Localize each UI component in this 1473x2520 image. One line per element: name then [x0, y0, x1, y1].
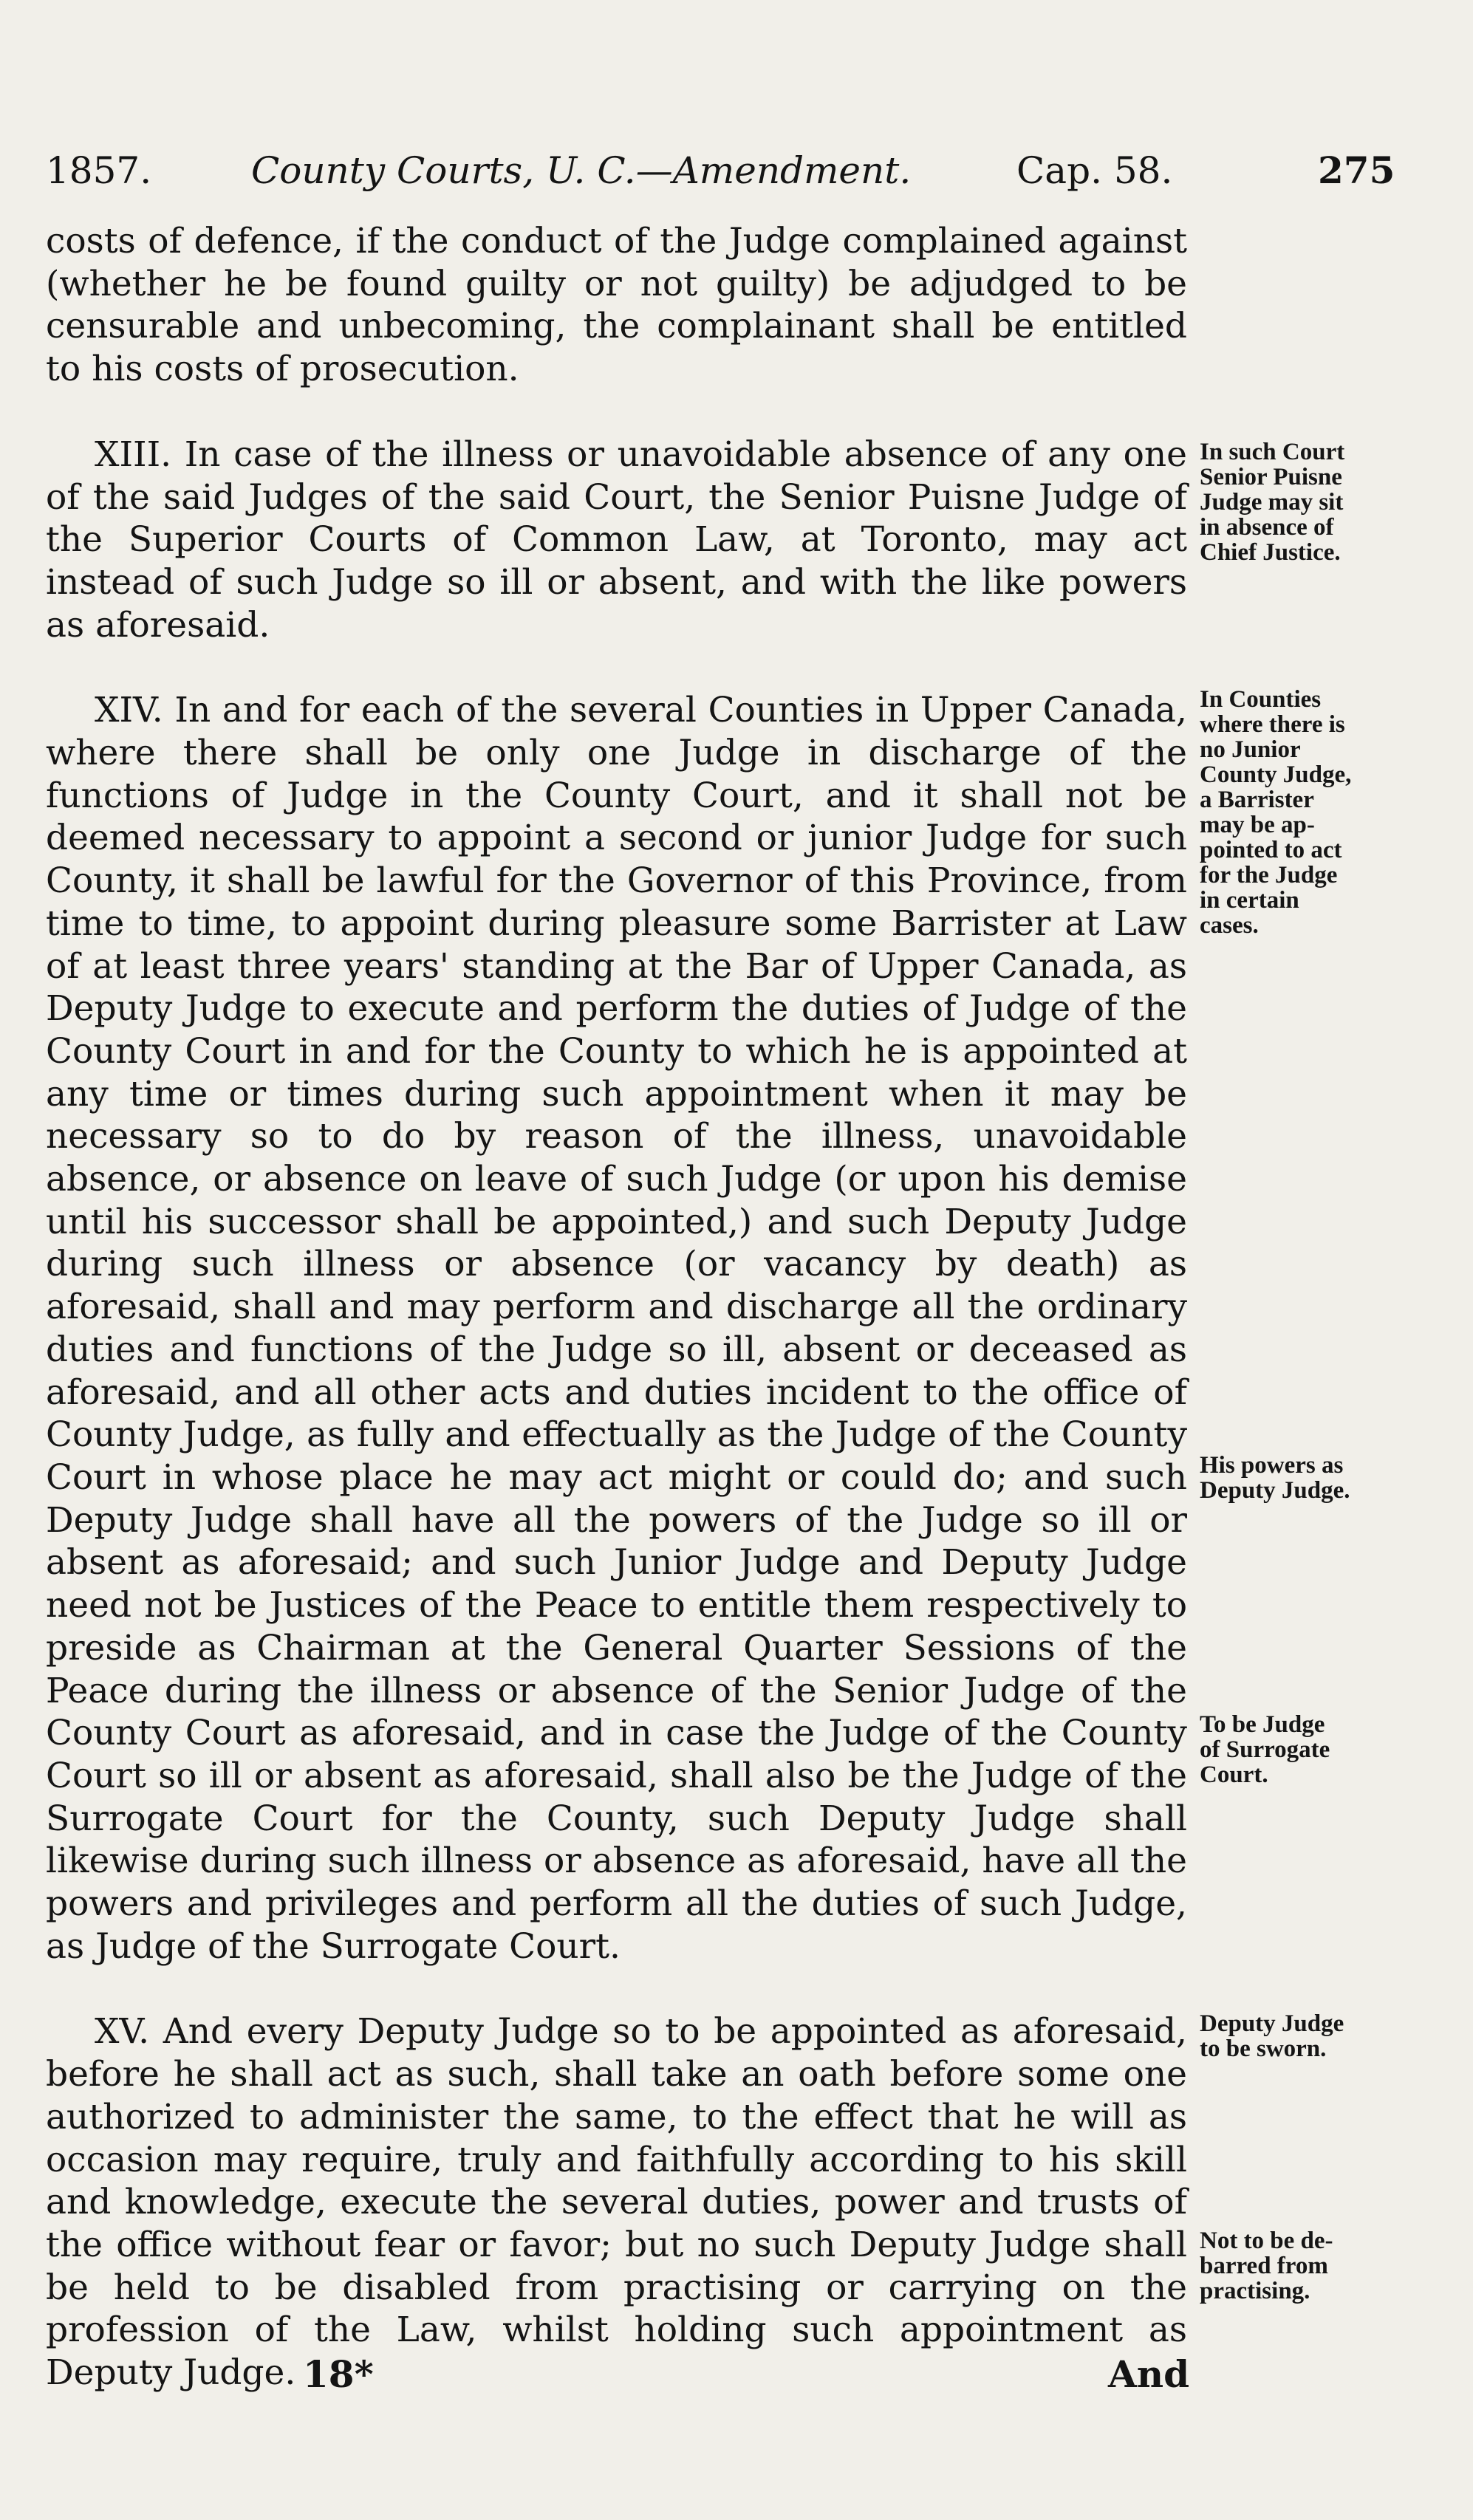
- marginal-line: To be Judge: [1200, 1711, 1325, 1738]
- marginal-note-barrister-appointment: [1200, 687, 1399, 938]
- marginal-note-deputy-powers: [1200, 1453, 1399, 1503]
- header-year: 1857.: [46, 149, 152, 192]
- marginal-line: Deputy Judge: [1200, 2010, 1344, 2037]
- header-chapter: Cap. 58.: [1016, 149, 1173, 192]
- marginal-line: Not to be de-: [1200, 2228, 1333, 2254]
- marginal-line: pointed to act: [1200, 837, 1342, 863]
- section-xiv: XIV. In and for each of the several Counties in Upper Canada, where there shall be only one Judge in discharge of the functions of Judge in the County Court, and it shall not be deemed necessary to appoint a second or junior Judge for such County, it shall be lawful for the Governor of this Province, from time to time, to appoint during pleasure some Barrister at Law of at least three years' standing at the Bar of Upper Canada, as Deputy Judge to execute and perform the duties of Judge of the County Court in and for the County to which he is appointed at any time or times during such appointment when it may be necessary so to do by reason of the illness, unavoidable absence, or absence on leave of such Judge (or upon his demise until his successor shall be appointed,) and such Deputy Judge during such illness or absence (or vacancy by death) as aforesaid, shall and may perform and discharge all the ordinary duties and functions of the Judge so ill, absent or deceased as aforesaid, and all other acts and duties incident to the office of County Judge, as fully and effectually as the Judge of the County Court in whose place he may act might or could do; and such Deputy Judge shall have all the powers of the Judge so ill or absent as aforesaid; and such Junior Judge and Deputy Judge need not be Justices of the Peace to entitle them respectively to preside as Chairman at the General Quarter Sessions of the Peace during the illness or absence of the Senior Judge of the County Court as aforesaid, and in case the Judge of the County Court so ill or absent as aforesaid, shall also be the Judge of the Surrogate Court for the County, such Deputy Judge shall likewise during such illness or absence as aforesaid, have all the powers and privileges and perform all the duties of such Judge, as Judge of the Surrogate Court.: [46, 690, 1187, 1967]
- marginal-line: where there is: [1200, 711, 1345, 738]
- marginal-line: His powers as: [1200, 1452, 1344, 1479]
- marginal-line: County Judge,: [1200, 761, 1352, 788]
- signature-mark: 18*: [303, 2352, 374, 2396]
- marginal-note-not-debarred: [1200, 2228, 1399, 2304]
- marginal-line: Deputy Judge.: [1200, 1477, 1350, 1504]
- marginal-line: Chief Justice.: [1200, 539, 1341, 566]
- continued-paragraph: costs of defence, if the conduct of the Judge complained against (whether he be found guilty or not guilty) be adjudged to be censurable and unbecoming, the complainant shall be entitled to his costs of prosecution.: [46, 221, 1187, 390]
- marginal-line: In such Court: [1200, 439, 1345, 465]
- marginal-line: Judge may sit: [1200, 489, 1344, 516]
- marginal-note-sworn: [1200, 2011, 1399, 2061]
- page-footer: [0, 2352, 1473, 2411]
- marginal-line: of Surrogate: [1200, 1736, 1330, 1763]
- marginal-line: may be ap-: [1200, 812, 1315, 838]
- running-head: [46, 145, 1420, 204]
- marginal-line: In Counties: [1200, 686, 1322, 713]
- marginal-line: a Barrister: [1200, 787, 1314, 813]
- marginal-line: barred from: [1200, 2253, 1328, 2279]
- marginal-line: in certain: [1200, 887, 1299, 914]
- statute-text: [46, 220, 1190, 2396]
- marginal-line: no Junior: [1200, 736, 1301, 763]
- section-xiii: XIII. In case of the illness or unavoidable absence of any one of the said Judges of the said Court, the Senior Puisne Judge of the Superior Courts of Common Law, at Toronto, may act instead of such Judge so ill or absent, and with the like powers as aforesaid.: [46, 434, 1187, 646]
- section-xv: XV. And every Deputy Judge so to be appointed as aforesaid, before he shall act as such, shall take an oath before some one authorized to administer the same, to the effect that he will as occasion may require, truly and faithfully according to his skill and knowledge, execute the several duties, power and trusts of the office without fear or favor; but no such Deputy Judge shall be held to be disabled from practising or carrying on the profession of the Law, whilst holding such appointment as Deputy Judge.: [46, 2011, 1187, 2394]
- marginal-line: in absence of: [1200, 514, 1334, 541]
- header-title: County Courts, U. C.—Amendment.: [251, 149, 912, 192]
- marginal-note-surrogate-court: [1200, 1712, 1399, 1787]
- catchword: And: [1108, 2352, 1190, 2396]
- page-number: 275: [1318, 148, 1395, 192]
- marginal-line: Court.: [1200, 1761, 1268, 1788]
- marginal-line: to be sworn.: [1200, 2035, 1327, 2062]
- marginal-line: cases.: [1200, 912, 1259, 939]
- marginal-line: practising.: [1200, 2278, 1310, 2304]
- marginal-line: for the Judge: [1200, 862, 1338, 888]
- marginal-line: Senior Puisne: [1200, 464, 1342, 490]
- marginal-note-senior-puisne: [1200, 439, 1399, 565]
